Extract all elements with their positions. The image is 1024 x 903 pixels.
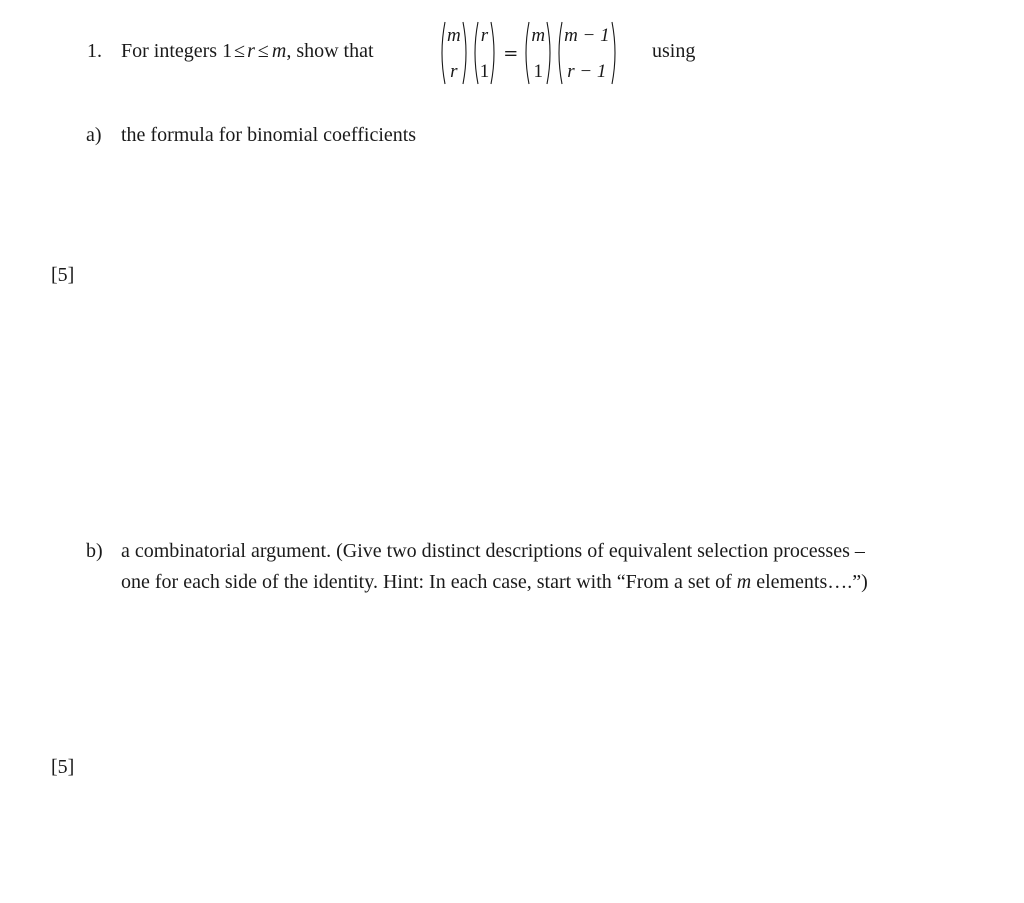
line2-pre: one for each side of the identity. Hint: In each case, start with “From a set of	[121, 571, 737, 593]
lead-text: For integers	[121, 40, 223, 62]
right-paren-icon	[462, 20, 470, 86]
binom-bottom: r	[450, 61, 458, 82]
right-paren-icon	[611, 20, 619, 86]
left-paren-icon	[555, 20, 563, 86]
left-paren-icon	[438, 20, 446, 86]
binom-bottom: 1	[479, 61, 490, 82]
part-a-marks: [5]	[51, 264, 75, 286]
binomial-r-choose-1	[471, 20, 499, 86]
part-b-marks: [5]	[51, 756, 75, 778]
right-paren-icon	[490, 20, 498, 86]
line2-post: elements….”)	[751, 571, 868, 593]
part-b-text-line-2	[121, 571, 868, 594]
left-paren-icon	[471, 20, 479, 86]
binom-top: r	[480, 25, 489, 46]
inequality	[222, 40, 286, 62]
part-b-label: b)	[86, 540, 103, 562]
binomial-m-minus-1-choose-r-minus-1	[555, 20, 619, 86]
after-inequality: , show that	[286, 40, 374, 62]
left-paren-icon	[522, 20, 530, 86]
binom-bottom: r − 1	[567, 61, 607, 82]
right-paren-icon	[546, 20, 554, 86]
trailing-text: using	[652, 40, 696, 62]
part-a-label: a)	[86, 124, 102, 146]
part-a-text: the formula for binomial coefficients	[121, 124, 417, 146]
question-lead	[121, 40, 374, 63]
ineq-r: r	[247, 40, 255, 62]
binom-top: m − 1	[564, 25, 610, 46]
part-b-text-line-1: a combinatorial argument. (Give two distinct descriptions of equivalent selection processes –	[121, 540, 865, 562]
ineq-le-1: ≤	[234, 40, 246, 62]
line2-var: m	[736, 571, 752, 593]
binom-top: m	[531, 25, 546, 46]
binom-top: m	[447, 25, 461, 46]
binomial-identity	[438, 18, 620, 88]
binomial-m-choose-1	[522, 20, 554, 86]
ineq-one: 1	[222, 40, 233, 62]
ineq-m: m	[271, 40, 287, 62]
binom-bottom: 1	[533, 61, 543, 82]
equals-sign: =	[503, 42, 519, 64]
ineq-le-2: ≤	[257, 40, 269, 62]
question-number: 1.	[87, 40, 102, 62]
binomial-m-choose-r	[438, 20, 470, 86]
